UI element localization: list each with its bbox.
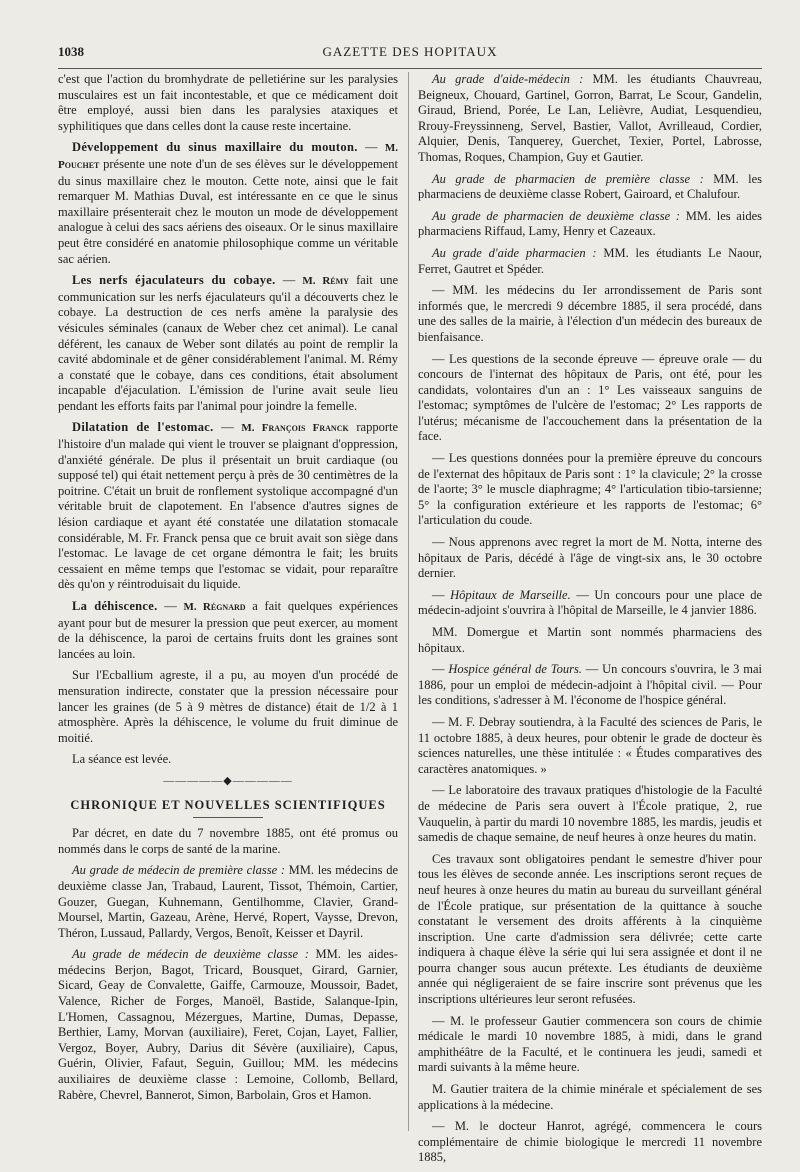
paragraph: — M. le docteur Hanrot, agrégé, commencera le cours complémentaire de chimie biologique le mercredi 11 novembre 1885, (418, 1119, 762, 1166)
column-divider (408, 72, 409, 1131)
body: MM. les aides pharmaciens Riffaud, Lamy, Henry et Cazeaux. (418, 209, 762, 239)
right-column (418, 72, 762, 1172)
promotion-first-class (58, 863, 398, 941)
columns (58, 72, 762, 1131)
paragraph: — Les questions données pour la première épreuve du concours de l'externat des hôpitaux de Paris sont : 1° la clavicule; 2° la crosse de l'aorte; 3° le muscle diaphragme; 4° l'articulation tibio-tarsienne; 5° la configuration extérieure et les rapports de l'estomac; 6° l'articulation du coude. (418, 451, 762, 529)
paragraph: — M. le professeur Gautier commencera son cours de chimie médicale le mardi 10 novembre 1885, à midi, dans le grand amphithéâtre de la Faculté, et le continuera les jeudi, samedi et mardi suivants à la même heure. (418, 1014, 762, 1076)
article-body: a fait quelques expériences ayant pour but de mesurer la pression que peut exercer, au moment de la déhiscence, la paroi de certains fruits dont les graines sont lancées au loin. (58, 599, 398, 661)
article-estomac (58, 420, 398, 593)
paragraph: M. Gautier traitera de la chimie minérale et spécialement de ses applications à la médecine. (418, 1082, 762, 1113)
section-rule (193, 817, 263, 818)
article-nerfs (58, 273, 398, 414)
body: — Un concours pour une place de médecin-adjoint s'ouvrira à l'hôpital de Marseille, le 4 janvier 1886. (418, 588, 762, 618)
dash: — (158, 599, 184, 613)
lead-italic: Hospice général de Tours. (448, 662, 582, 676)
dash: — (432, 588, 450, 602)
promotion-pharmacien-1 (418, 172, 762, 203)
lead-italic: Au grade de médecin de deuxième classe : (72, 947, 309, 961)
dash: — (214, 420, 242, 434)
paragraph: — Les questions de la seconde épreuve — épreuve orale — du concours de l'internat des hôpitaux de Paris, ont été, pour les candidats, volontaires d'un an : 1° Les vaisseaux sanguins de l'estomac; symptômes de l'ulcère de l'estomac; 2° Les rapports de l'utérus; mécanisme de l'accouchement dans la présentation de la face. (418, 352, 762, 446)
body: — Un concours s'ouvrira, le 3 mai 1886, pour un emploi de médecin-adjoint à l'hôpital civil. — Pour les conditions, s'adresser à M. l'économe de l'hospice général. (418, 662, 762, 707)
lead-italic: Au grade de pharmacien de deuxième classe : (432, 209, 680, 223)
separator-ornament: —————◆————— (58, 774, 398, 790)
body: MM. les médecins de deuxième classe Jan, Trabaud, Laurent, Tissot, Thémoin, Cartier, Gouzer, Guegan, Kuhnemann, Gentilhomme, Clavier, Grand-Moursel, Martin, Gazeau, Arène, Hervé, Ropert, Vaysse, Drevon, Théron, Lussaud, Pallardy, Vergos, Benoît, Keisser et Dayril. (58, 863, 398, 939)
notice-marseille (418, 588, 762, 619)
body: MM. les étudiants Le Naour, Ferret, Gautret et Spéder. (418, 246, 762, 276)
article-body: fait une communication sur les nerfs éjaculateurs qu'il a découverts chez le cobaye. La destruction de ces nerfs amène la paralysie des vésicules séminales (canaux de Weber chez cet animal). Le canal déférent, les canaux de Weber sont dilatés au point de remplir la cavité abdominale et de gêner considérablement l'animal. M. Rémy a constaté que le cobaye, dans ces conditions, était absolument incapable d'éjaculation. L'émission de l'urine avait seule lieu pendant les efforts faits par l'animal pour joindre la femelle. (58, 273, 398, 413)
article-dehiscence (58, 599, 398, 662)
promotion-pharmacien-2 (418, 209, 762, 240)
paragraph: — Le laboratoire des travaux pratiques d'histologie de la Faculté de médecine de Paris sera ouvert à l'École pratique, 2, rue Vauquelin, à partir du mardi 10 novembre 1885, les mardis, jeudis et samedis de chaque semaine, de neuf heures à onze heures du matin. (418, 783, 762, 845)
paragraph: c'est que l'action du bromhydrate de pelletiérine sur les paralysies musculaires est un fait incontestable, et que ce médicament doit être employé, aussi bien dans les paralysies ataxiques et syphilitiques que dans celles dont la cause reste incertaine. (58, 72, 398, 134)
article-title: Dilatation de l'estomac. (72, 420, 214, 434)
page-header (58, 40, 762, 69)
lead-italic: Au grade de médecin de première classe : (72, 863, 285, 877)
article-title: La déhiscence. (72, 599, 158, 613)
promotion-aide-pharmacien (418, 246, 762, 277)
body: MM. les étudiants Chauvreau, Beigneux, Chouard, Gartinel, Gorron, Barrat, Le Scour, Gandelin, Giraud, Briend, Porée, Le Lan, Lelièvre, Audiat, Lesquendieu, Rrouy-Freyssinneng, Servel, Bastier, Vallot, Avrilleaud, Cordier, Alquier, Denis, Tanquerey, Guerchet, Texier, Portel, Labrosse, Thomas, Roques, Champion, Guy et Gautier. (418, 72, 762, 164)
lead-italic: Au grade d'aide pharmacien : (432, 246, 597, 260)
article-author: M. Régnard (183, 601, 245, 613)
body: MM. les pharmaciens de deuxième classe Robert, Gairoard, et Chalufour. (418, 172, 762, 202)
article-body: présente une note d'un de ses élèves sur le développement du sinus maxillaire chez le mouton. Cette note, ainsi que le fait remarquer M. Mathias Duval, est intéressante en ce que le sinus maxillaire présenterait chez le mouton un mode de développement analogue à celui des sacs aériens des oiseaux. Or le sinus maxillaire peut être considéré en anatomie philosophique comme un véritable sac aérien. (58, 157, 398, 266)
paragraph: — Nous apprenons avec regret la mort de M. Notta, interne des hôpitaux de Paris, décédé à l'âge de vingt-six ans, le 30 octobre dernier. (418, 535, 762, 582)
notice-tours (418, 662, 762, 709)
paragraph: Par décret, en date du 7 novembre 1885, ont été promus ou nommés dans le corps de santé de la marine. (58, 826, 398, 857)
page-number: 1038 (58, 44, 84, 60)
paragraph: — M. F. Debray soutiendra, à la Faculté des sciences de Paris, le 11 octobre 1885, à deux heures, pour obtenir le grade de docteur ès sciences naturelles, une thèse intitulée : « Études comparatives des caractères anatomiques. » (418, 715, 762, 777)
paragraph: — MM. les médecins du Ier arrondissement de Paris sont informés que, le mercredi 9 décembre 1885, il sera procédé, dans une des salles de la mairie, à l'élection d'un médecin des bureaux de bienfaisance. (418, 283, 762, 345)
promotion-aide-medecin (418, 72, 762, 166)
promotion-second-class (58, 947, 398, 1103)
article-sinus (58, 140, 398, 267)
paragraph: Sur l'Ecballium agreste, il a pu, au moyen d'un procédé de mensuration indirecte, constater que la pression nécessaire pour lancer les graines (de 5 à 9 mètres de distance) était de 1/2 à 1 atmosphère. Après la déhiscence, le volume du fruit diminue de moitié. (58, 668, 398, 746)
dash: — (432, 662, 448, 676)
body: MM. les aides-médecins Berjon, Bagot, Tricard, Bousquet, Girard, Garnier, Sicard, Geay de Convalette, Gaiffe, Carmouze, Moussoir, Badet, Valence, Richer de Forges, Manoël, Bastide, Salanque-Ipin, L'Homen, Cassagnou, Mézergues, Martine, Dumas, Depasse, Berthier, Lamy, Morvan (auxiliaire), Feret, Cojan, Layet, Fallier, Vergoz, Boyer, Aubry, Darius dit Sévère (auxiliaire), Capus, Guérin, Olivier, Fafaut, Seguin, Guillou; MM. les médecins auxiliaires de deuxième classe : Lemoine, Collomb, Bellard, Rabère, Chevrel, Bannerot, Simon, Barbolain, Gros et Hamon. (58, 947, 398, 1101)
paragraph: La séance est levée. (58, 752, 398, 768)
article-author: M. Rémy (302, 275, 349, 287)
lead-italic: Au grade d'aide-médecin : (432, 72, 583, 86)
dash: — (276, 273, 303, 287)
paragraph: Ces travaux sont obligatoires pendant le semestre d'hiver pour tous les élèves de seconde année. Les inscriptions seront reçues de neuf heures à onze heures du matin au bureau du surveillant général de l'École pratique, sur présentation de la quittance à souche constatant le versement des droits afférents à la cinquième inscription. Une carte d'admission sera délivrée; cette carte indiquera à chaque élève la série qui lui sera assignée et dont il ne pourra changer sous aucun prétexte. Les étudiants de deuxième année qui négligeraient de se faire inscrire sont prévenus que les inscriptions ultérieures leur seront refusées. (418, 852, 762, 1008)
article-author: M. François Franck (241, 422, 348, 434)
lead-italic: Au grade de pharmacien de première classe : (432, 172, 704, 186)
article-title: Les nerfs éjaculateurs du cobaye. (72, 273, 276, 287)
article-body: rapporte l'histoire d'un malade qui vient le trouver se plaignant d'oppression, d'anxiété générale. De plus il présentait un bruit cardiaque (ou supposé tel) qui était nettement perçu à près de 30 centimètres de la poitrine. C'était un bruit de ronflement systolique accompagné d'un véritable bruit de clapotement. En l'absence d'autres signes de lésion cardiaque et ayant été constatée une dilatation stomacale considérable, M. Fr. Franck pensa que ce bruit avait son siège dans l'estomac. Le lavage de cet organe démontra le fait; les bruits cessaient en même temps que l'estomac se vidait, pour reparaître dès qu'on y réintroduisait du liquide. (58, 420, 398, 591)
lead-italic: Hôpitaux de Marseille. (450, 588, 571, 602)
paragraph: MM. Domergue et Martin sont nommés pharmaciens des hôpitaux. (418, 625, 762, 656)
article-author: M. Pouchet (58, 142, 398, 171)
journal-title: GAZETTE DES HOPITAUX (58, 44, 762, 60)
article-title: Développement du sinus maxillaire du mouton. (72, 140, 358, 154)
section-title: CHRONIQUE ET NOUVELLES SCIENTIFIQUES (58, 798, 398, 814)
dash: — (358, 140, 385, 154)
left-column (58, 72, 398, 1109)
